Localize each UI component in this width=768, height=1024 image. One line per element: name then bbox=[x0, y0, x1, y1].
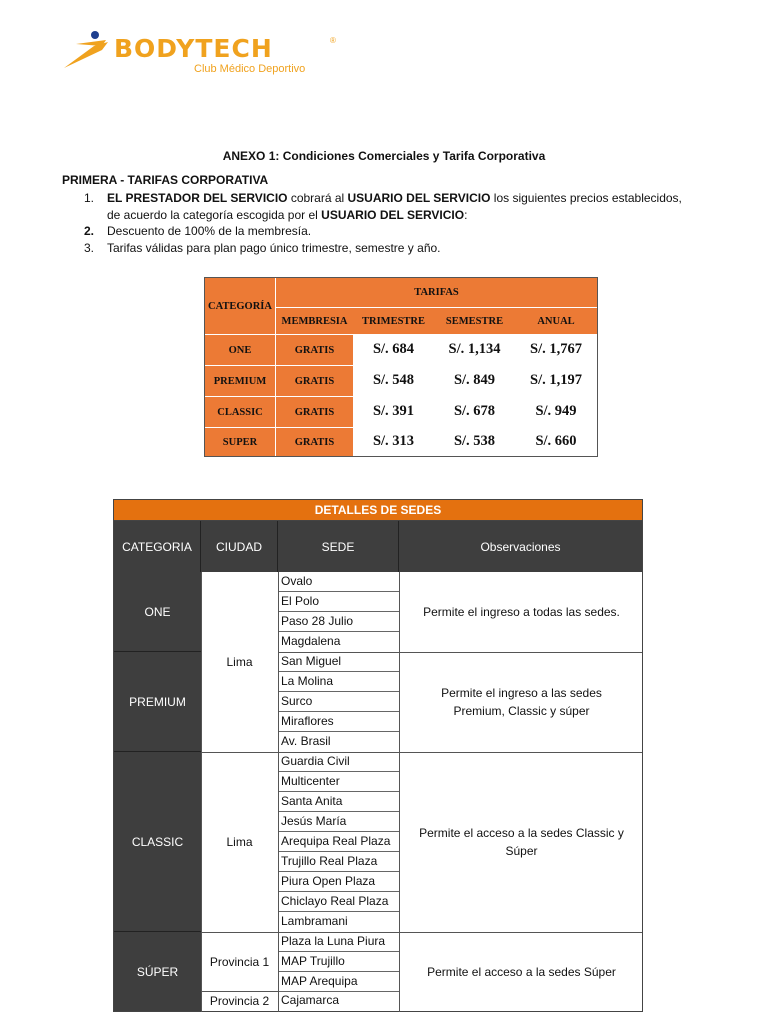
sedes-category: CLASSIC bbox=[114, 752, 201, 932]
condition-text: Tarifas válidas para plan pago único trimestre, semestre y año. bbox=[107, 240, 441, 255]
grid-line bbox=[201, 932, 279, 933]
rates-anual: S/. 660 bbox=[515, 427, 597, 456]
rates-semestre: S/. 538 bbox=[434, 427, 515, 456]
sede-item: La Molina bbox=[279, 672, 399, 692]
sede-item: San Miguel bbox=[279, 652, 399, 672]
brand-tagline: Club Médico Deportivo bbox=[194, 63, 306, 75]
sede-item: Surco bbox=[279, 692, 399, 712]
condition-item bbox=[84, 240, 694, 257]
sedes-category: ONE bbox=[114, 572, 201, 652]
condition-item bbox=[84, 190, 694, 223]
sede-item: Plaza la Luna Piura bbox=[279, 932, 399, 952]
sede-item: MAP Trujillo bbox=[279, 952, 399, 972]
rates-trimestre: S/. 391 bbox=[353, 396, 434, 427]
rates-header-categoria: CATEGORÍA bbox=[205, 278, 276, 334]
rates-table bbox=[204, 277, 598, 457]
sedes-city: Provincia 1 bbox=[209, 954, 270, 969]
sede-item: Ovalo bbox=[279, 572, 399, 592]
sede-item: Paso 28 Julio bbox=[279, 612, 399, 632]
condition-text: Descuento de 100% de la membresía. bbox=[107, 224, 312, 238]
grid-line bbox=[201, 752, 279, 753]
sede-item: Miraflores bbox=[279, 712, 399, 732]
rates-category: PREMIUM bbox=[205, 365, 276, 396]
sede-item: Santa Anita bbox=[279, 792, 399, 812]
rates-trimestre: S/. 684 bbox=[353, 334, 434, 365]
rates-anual: S/. 949 bbox=[515, 396, 597, 427]
rates-membresia: GRATIS bbox=[276, 334, 353, 365]
rates-category: ONE bbox=[205, 334, 276, 365]
sede-item: Lambramani bbox=[281, 914, 348, 928]
sedes-city: Lima bbox=[226, 655, 253, 669]
sede-item: Arequipa Real Plaza bbox=[279, 832, 399, 852]
rates-membresia: GRATIS bbox=[276, 427, 353, 456]
sede-item: Jesús María bbox=[279, 812, 399, 832]
condition-text: USUARIO DEL SERVICIO bbox=[347, 191, 491, 205]
condition-text: USUARIO DEL SERVICIO bbox=[321, 207, 465, 222]
annex-title: ANEXO 1: Condiciones Comerciales y Tarifa Corporativa bbox=[222, 149, 546, 163]
rates-header-tarifas: TARIFAS bbox=[276, 278, 597, 307]
condition-text: EL PRESTADOR DEL SERVICIO bbox=[107, 191, 288, 205]
sedes-city: Provincia 2 bbox=[209, 994, 270, 1008]
rates-category: SUPER bbox=[205, 427, 276, 456]
sede-item: Piura Open Plaza bbox=[279, 872, 399, 892]
sedes-category: PREMIUM bbox=[114, 652, 201, 752]
condition-number: 1. bbox=[84, 191, 95, 205]
section-title: PRIMERA - TARIFAS CORPORATIVA bbox=[62, 173, 269, 187]
rates-semestre: S/. 1,134 bbox=[434, 334, 515, 365]
condition-text: cobrará al bbox=[287, 191, 348, 205]
sede-item: Magdalena bbox=[281, 634, 341, 648]
rates-header-semestre: SEMESTRE bbox=[434, 307, 515, 334]
sede-item: MAP Arequipa bbox=[279, 972, 399, 992]
sede-item: Av. Brasil bbox=[281, 734, 331, 748]
conditions-list bbox=[84, 190, 694, 256]
rates-header-membresia: MEMBRESIA bbox=[276, 307, 353, 334]
sedes-header-sede: SEDE bbox=[278, 521, 399, 572]
rates-membresia: GRATIS bbox=[276, 396, 353, 427]
rates-anual: S/. 1,197 bbox=[515, 365, 597, 396]
rates-header-anual: ANUAL bbox=[515, 307, 597, 334]
sedes-observation: Permite el acceso a la sedes Classic y Súper bbox=[419, 826, 624, 858]
sedes-observation: Permite el ingreso a las sedes Premium, Classic y súper bbox=[441, 686, 602, 718]
sedes-header-categoria: CATEGORIA bbox=[114, 521, 201, 572]
rates-trimestre: S/. 548 bbox=[353, 365, 434, 396]
rates-semestre: S/. 849 bbox=[434, 365, 515, 396]
brand-name: BODYTECH bbox=[114, 34, 273, 63]
bodytech-logo bbox=[62, 30, 352, 80]
sede-item: Multicenter bbox=[279, 772, 399, 792]
sede-item: El Polo bbox=[279, 592, 399, 612]
condition-number: 2. bbox=[84, 224, 95, 238]
registered-mark: ® bbox=[330, 36, 336, 45]
rates-header-trimestre: TRIMESTRE bbox=[353, 307, 434, 334]
condition-text: : bbox=[464, 207, 468, 222]
sede-item: Chiclayo Real Plaza bbox=[279, 892, 399, 912]
sedes-header-ciudad: CIUDAD bbox=[201, 521, 278, 572]
rates-anual: S/. 1,767 bbox=[515, 334, 597, 365]
runner-icon bbox=[62, 30, 122, 76]
sede-item: Guardia Civil bbox=[279, 752, 399, 772]
rates-category: CLASSIC bbox=[205, 396, 276, 427]
condition-item bbox=[84, 223, 694, 240]
sede-item: Trujillo Real Plaza bbox=[279, 852, 399, 872]
sedes-observation: Permite el ingreso a todas las sedes. bbox=[423, 605, 620, 619]
condition-text: los siguientes precios establecidos, de acuerdo la categoría escogida por el bbox=[107, 191, 682, 222]
condition-number: 3. bbox=[84, 240, 95, 255]
rates-membresia: GRATIS bbox=[276, 365, 353, 396]
rates-trimestre: S/. 313 bbox=[353, 427, 434, 456]
sedes-header-observaciones: Observaciones bbox=[399, 521, 642, 572]
sede-item: Cajamarca bbox=[281, 993, 340, 1007]
grid-line bbox=[201, 991, 279, 992]
sedes-city: Lima bbox=[226, 835, 253, 849]
sedes-category: SÚPER bbox=[114, 932, 201, 1011]
rates-semestre: S/. 678 bbox=[434, 396, 515, 427]
grid-line bbox=[201, 572, 202, 1012]
sedes-table bbox=[113, 499, 643, 1012]
sedes-observation: Permite el acceso a la sedes Súper bbox=[427, 964, 616, 979]
sedes-title: DETALLES DE SEDES bbox=[114, 500, 642, 521]
